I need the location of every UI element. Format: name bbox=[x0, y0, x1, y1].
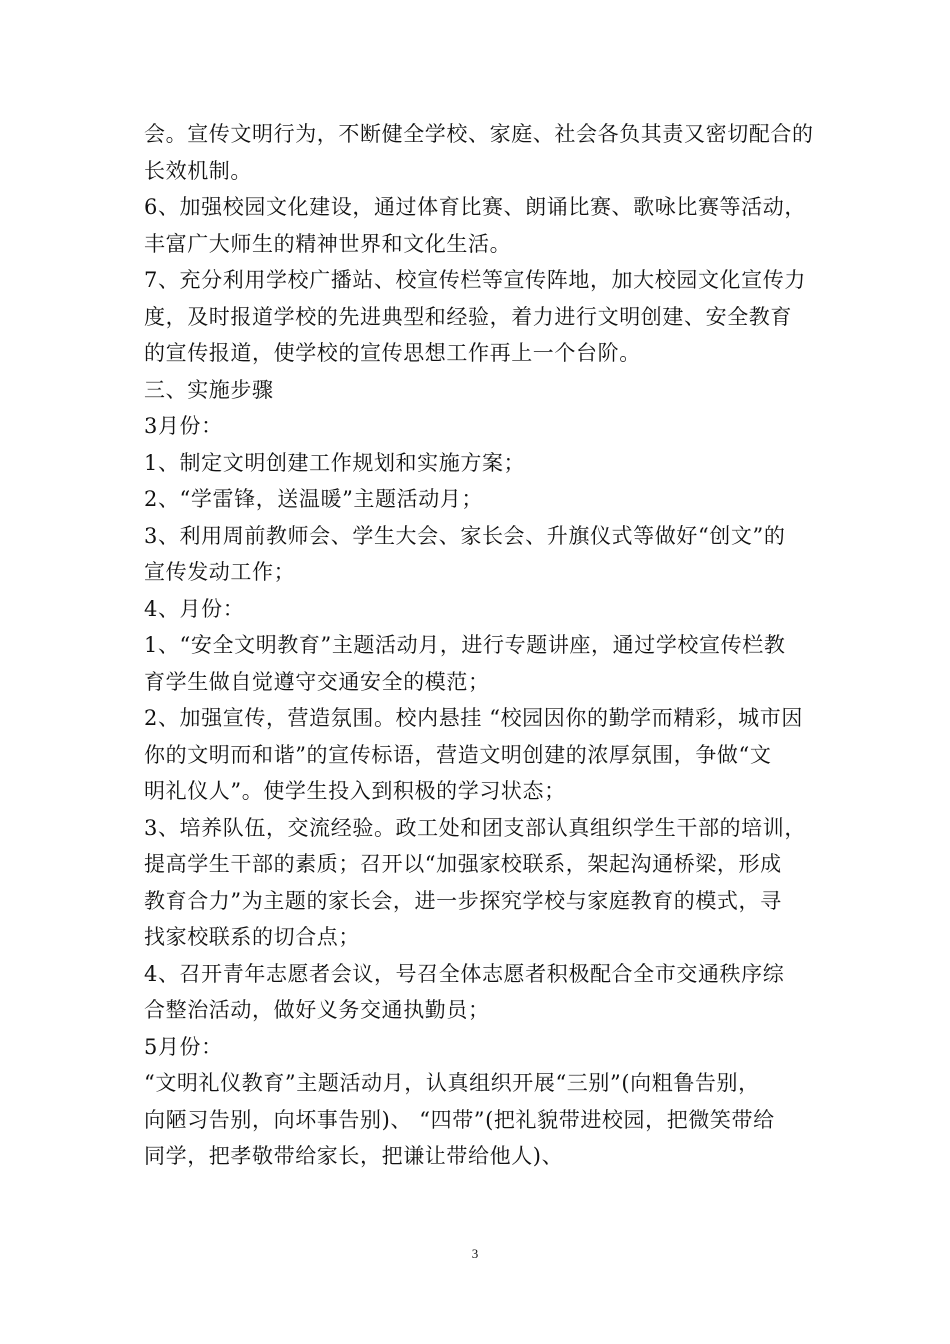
text-line: 2、“学雷锋，送温暖”主题活动月； bbox=[144, 487, 484, 511]
month-heading: 4、月份： bbox=[144, 596, 245, 621]
text-line: 2、加强宣传，营造氛围。校内悬挂 “校园因你的勤学而精彩，城市因 bbox=[144, 706, 803, 730]
text-line: 宣传发动工作； bbox=[144, 560, 296, 584]
text-line: 6、加强校园文化建设，通过体育比赛、朗诵比赛、歌咏比赛等活动， bbox=[144, 195, 806, 219]
section-heading: 三、实施步骤 bbox=[144, 377, 274, 402]
text-line: 的宣传报道，使学校的宣传思想工作再上一个台阶。 bbox=[144, 341, 641, 365]
text-line: “文明礼仪教育”主题活动月，认真组织开展“三别”(向粗鲁告别， bbox=[144, 1071, 760, 1095]
text-line: 丰富广大师生的精神世界和文化生活。 bbox=[144, 231, 512, 256]
body-text bbox=[144, 116, 814, 1175]
text-line: 育学生做自觉遵守交通安全的模范； bbox=[144, 669, 490, 694]
text-line: 向陋习告别，向坏事告别)、 “四带”(把礼貌带进校园，把微笑带给 bbox=[144, 1107, 775, 1132]
text-line: 找家校联系的切合点； bbox=[144, 925, 360, 949]
text-line: 会。宣传文明行为，不断健全学校、家庭、社会各负其责又密切配合的 bbox=[144, 122, 814, 146]
text-line: 同学，把孝敬带给家长，把谦让带给他人)、 bbox=[144, 1144, 564, 1168]
month-heading: 3月份： bbox=[144, 414, 223, 438]
text-line: 长效机制。 bbox=[144, 158, 252, 183]
text-line: 1、制定文明创建工作规划和实施方案； bbox=[144, 450, 526, 475]
text-line: 7、充分利用学校广播站、校宣传栏等宣传阵地，加大校园文化宣传力 bbox=[144, 268, 806, 292]
text-line: 合整治活动，做好义务交通执勤员； bbox=[144, 998, 490, 1022]
text-line: 3、培养队伍，交流经验。政工处和团支部认真组织学生干部的培训， bbox=[144, 815, 806, 840]
text-line: 3、利用周前教师会、学生大会、家长会、升旗仪式等做好“创文”的 bbox=[144, 523, 786, 548]
page-number: 3 bbox=[471, 1246, 479, 1261]
text-line: 明礼仪人”。使学生投入到积极的学习状态； bbox=[144, 779, 566, 803]
text-line: 度，及时报道学校的先进典型和经验，着力进行文明创建、安全教育 bbox=[144, 304, 792, 329]
text-line: 1、“安全文明教育”主题活动月，进行专题讲座，通过学校宣传栏教 bbox=[144, 633, 786, 657]
text-line: 你的文明而和谐”的宣传标语，营造文明创建的浓厚氛围，争做“文 bbox=[144, 742, 772, 767]
text-line: 提高学生干部的素质；召开以“加强家校联系，架起沟通桥梁，形成 bbox=[144, 852, 782, 876]
month-heading: 5月份： bbox=[144, 1034, 223, 1059]
text-line: 教育合力”为主题的家长会，进一步探究学校与家庭教育的模式，寻 bbox=[144, 888, 782, 913]
text-line: 4、召开青年志愿者会议，号召全体志愿者积极配合全市交通秩序综 bbox=[144, 961, 785, 986]
